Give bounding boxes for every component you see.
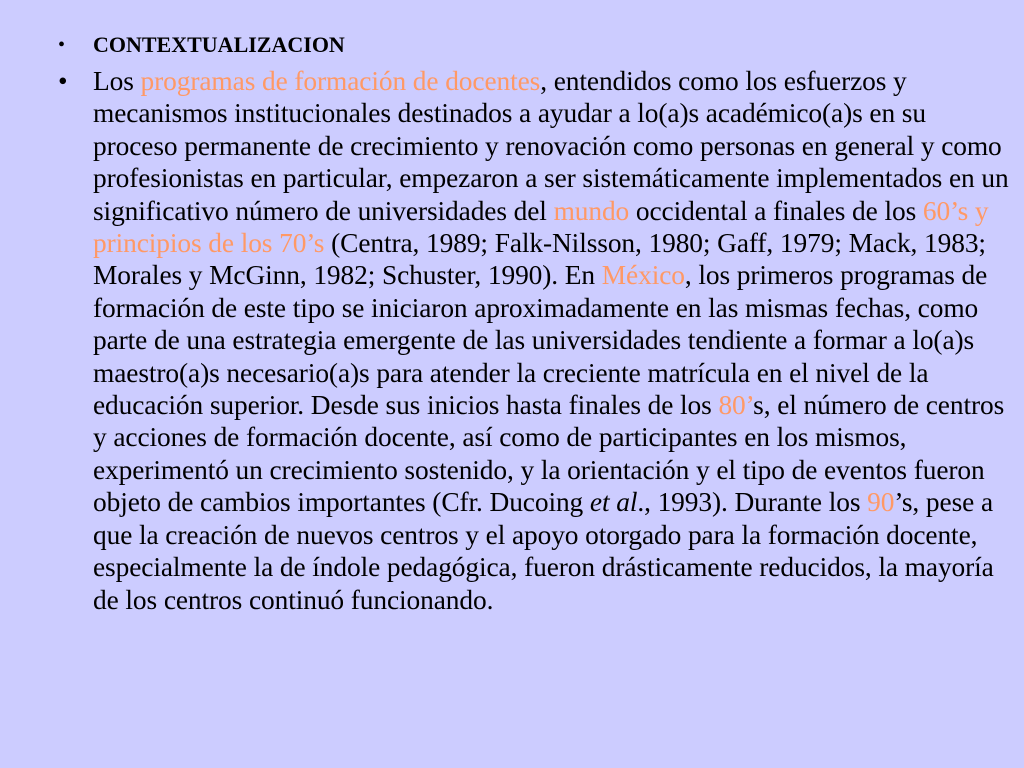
paragraph-segment: ’s, pese a que la creación de nuevos centros y el apoyo otorgado para la formación docente, especialmente la de índole pedagógica, fueron drásticamente reducidos, la mayoría de los centros continuó funcionando. [93,487,994,615]
italic-et-al: et al [589,487,638,518]
paragraph-segment: occidental a finales de los [629,195,923,226]
highlight-60s-70s: 60’s y principios de los 70’s [93,195,989,259]
bullet-icon: • [58,34,66,56]
paragraph-bullet-item [0,65,1024,616]
heading-bullet-item [0,30,1024,60]
bullet-icon: • [58,66,68,96]
highlight-90s: 90 [867,487,895,518]
paragraph-segment: s, el número de centros y acciones de formación docente, así como de participantes en los mismos, experimentó un crecimiento sostenido, y la orientación y el tipo de eventos fueron objeto de cambios importantes (Cfr. Ducoing [93,390,1005,518]
slide-heading: CONTEXTUALIZACION [93,32,345,57]
paragraph-text [93,66,1009,615]
paragraph-segment: ., 1993). Durante los [637,487,868,518]
highlight-80s: 80’ [718,390,754,421]
highlight-programas-formacion-docentes: programas de formación de docentes [140,66,541,96]
paragraph-segment: Los [93,66,141,96]
highlight-mexico: México [601,260,685,291]
highlight-mundo: mundo [553,195,630,226]
paragraph-segment: (Centra, 1989; Falk-Nilsson, 1980; Gaff, 1979; Mack, 1983; Morales y McGinn, 1982; Schuster, 1990). En [93,228,986,291]
paragraph-segment: , entendidos como los esfuerzos y mecanismos institucionales destinados a ayudar a lo(a)s académico(a)s en su proceso permanente de crecimiento y renovación como personas en general y como profesionistas en particular, empezaron a ser sistemáticamente implementados en un significativo número de universidades del [93,66,1009,226]
paragraph-segment: , los primeros programas de formación de este tipo se iniciaron aproximadamente en las mismas fechas, como parte de una estrategia emergente de las universidades tendiente a formar a lo(a)s maestro(a)s necesario(a)s para atender la creciente matrícula en el nivel de la educación superior. Desde sus inicios hasta finales de los [93,260,988,421]
